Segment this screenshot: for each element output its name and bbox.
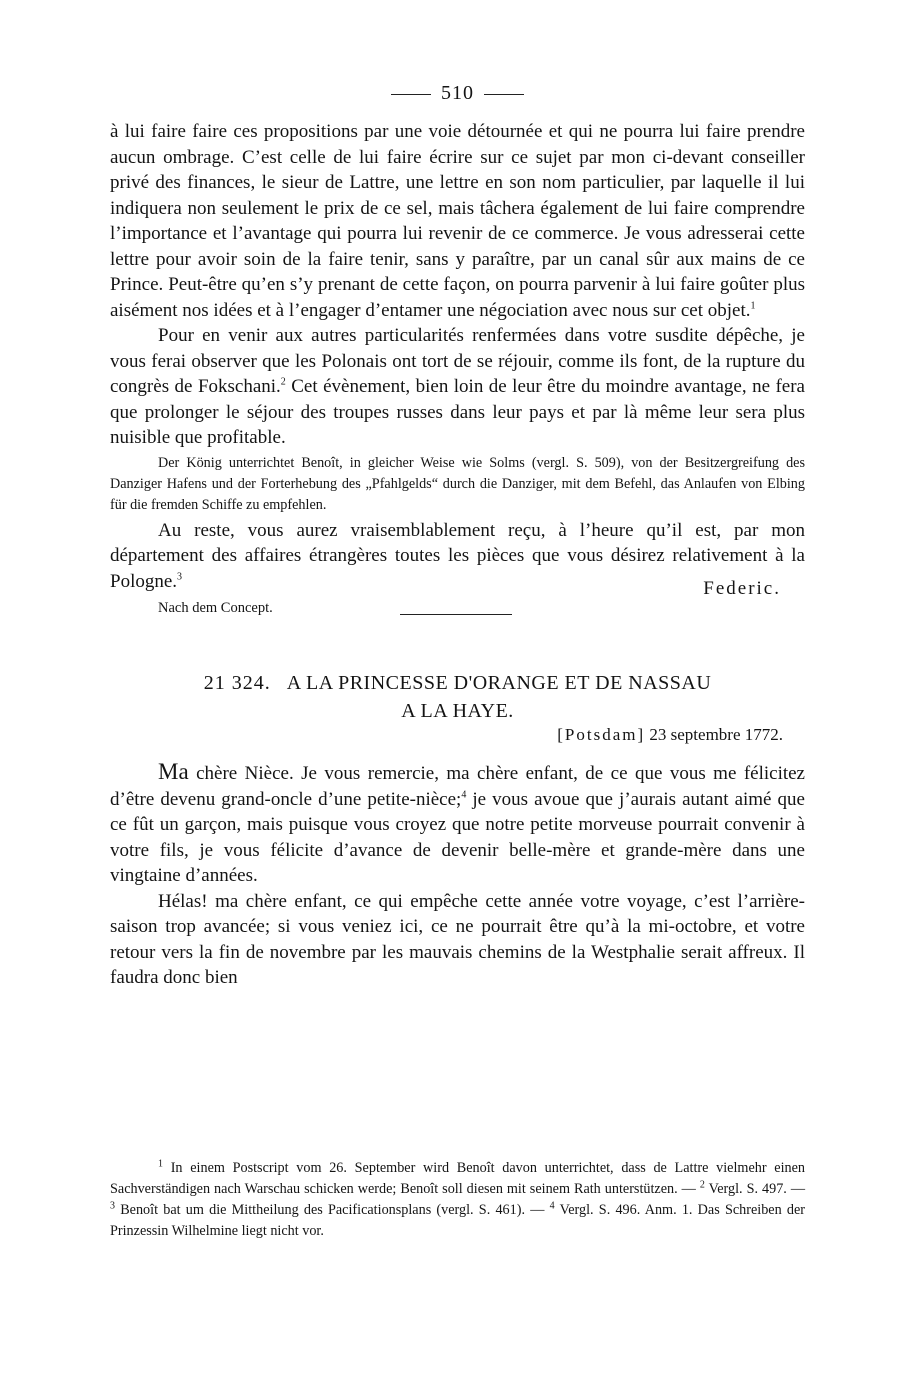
page-header xyxy=(110,82,805,105)
footnote-mark: 3 xyxy=(110,1200,115,1212)
salutation-initial: Ma xyxy=(158,759,189,784)
header-rule-left xyxy=(391,94,431,95)
letter-heading xyxy=(110,669,805,725)
dateline xyxy=(110,725,783,745)
date: 23 septembre 1772. xyxy=(649,725,783,744)
separator-rule xyxy=(400,614,512,615)
paragraph: Hélas! ma chère enfant, ce qui empêche cette année votre voyage, c’est l’arrière-saison trop avancée; si vous veniez ici, ce ne pourrait être qu’à la mi-octobre, et votre retour vers la fin de novembre par les mauvais chemins de la Westphalie serait affreux. Il faudra donc bien xyxy=(110,890,805,988)
letter-number: 21 324. xyxy=(203,672,271,694)
footnote-ref: 1 xyxy=(750,300,756,312)
letter-title: A LA PRINCESSE D'ORANGE ET DE NASSAU xyxy=(286,672,712,694)
footnote-ref: 4 xyxy=(461,789,467,801)
closing-paragraph: Au reste, vous aurez vraisemblablement reçu, à l’heure qu’il est, par mon département des affaires étrangères toutes les pièces que vous désirez relativement à la Pologne.$^3$ xyxy=(110,519,805,592)
footnote-ref: 2 xyxy=(280,376,286,388)
paragraph: Pour en venir aux autres particularités renfermées dans votre susdite dépêche, je vous ferai observer que les Polonais ont tort de se réjouir, comme ils font, de la rupture du congrès de Fokschani.$^2$ Cet évènement, bien loin de leur être du moindre avantage, ne fera que prolonger le séjour des troupes russes dans leur pays et par là même leur sera plus nuisible que profitable. xyxy=(110,325,805,448)
letter-title-line2: A LA HAYE. xyxy=(401,700,514,722)
footnote-ref: 3 xyxy=(177,571,183,583)
source-note: Nach dem Concept. xyxy=(158,600,805,617)
letter-body xyxy=(110,759,805,991)
signature: Federic. xyxy=(703,578,781,599)
paragraph: à lui faire faire ces propositions par une voie détournée et qui ne pourra lui faire prendre aucun ombrage. C’est celle de lui faire écrire sur ce sujet par mon ci-devant conseiller privé des finances, le sieur de Lattre, une lettre en son nom particulier, par laquelle il lui indiquera non seulement le prix de ce sel, mais tâchera également de lui faire comprendre l’importance et l’avantage qui pourra lui revenir de ce commerce. Je vous adresserai cette lettre pour avoir soin de la faire tenir, sans y paraître, par un canal sûr aux mains de ce Prince. Peut-être qu’en s’y prenant de cette façon, on pourra parvenir à lui faire goûter plus aisément nos idées et à l’engager d’entamer une négociation avec nous sur cet objet.$^1$ xyxy=(110,121,805,321)
main-text xyxy=(110,119,805,451)
paragraph: Ma chère Nièce. Je vous remercie, ma chère enfant, de ce que vous me félicitez d’être devenu grand-oncle d’une petite-nièce;$^4$ je vous avoue que j’aurais autant aimé que ce fût un garçon, mais puisque vous croyez que notre petite morveuse pourrait convenir à votre fils, je vous félicite d’avance de devenir belle-mère et grande-mère dans une vingtaine d’années. xyxy=(110,759,805,886)
footnote-mark: 4 xyxy=(549,1200,555,1212)
page-number: 510 xyxy=(441,82,474,104)
footnotes: $^1$ In einem Postscript vom 26. September wird Benoît davon unterrichtet, dass de Lattre vielmehr einen Sachverständigen nach Warschau schicken werde; Benoît soll diesen mit seinem Rath unterstützen. — $^2$ Vergl. S. 497. — $^3$ Benoît bat um die Mittheilung des Pacificationsplans (vergl. S. 461). — $^4$ Vergl. S. 496. Anm. 1. Das Schreiben der Prinzessin Wilhelmine liegt nicht vor. xyxy=(110,1158,806,1239)
footnote-mark: 1 xyxy=(158,1158,163,1170)
page-body xyxy=(110,82,805,991)
header-rule-right xyxy=(484,94,524,95)
place: [Potsdam] xyxy=(557,725,646,744)
editorial-summary: Der König unterrichtet Benoît, in gleicher Weise wie Solms (vergl. S. 509), von der Besitzergreifung des Danziger Hafens und der Forterhebung des „Pfahlgelds“ durch die Danziger, mit dem Befehl, das Anlaufen von Elbing für die fremden Schiffe zu empfehlen. xyxy=(110,454,805,513)
footnote-mark: 2 xyxy=(699,1179,705,1191)
